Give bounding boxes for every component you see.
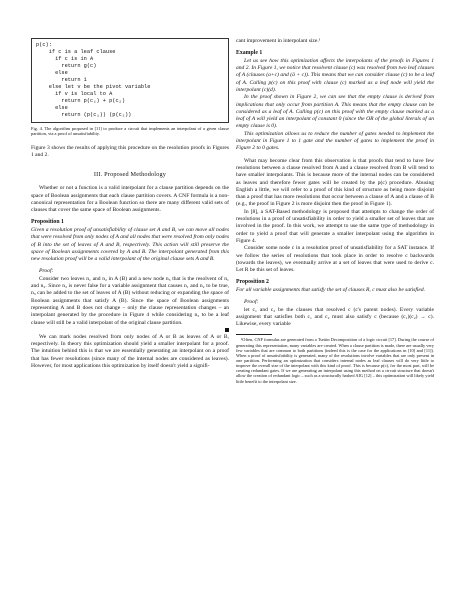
code-line: else: [36, 70, 68, 77]
footnote-rule: [236, 334, 272, 335]
proposition-2-text: For all variable assignments that satisfy the set of clauses R, c must also be satisfied.: [236, 286, 426, 293]
left-column: [31, 38, 229, 370]
proposition-1-text: Given a resolution proof of unsatisfiability of clause set A and B, we can move all nodes that were resolved from only nodes of A and all nodes that were resolved from only nodes of B into the set of leaves of A and B, respectively. This action will still preserve the space of Boolean assignments covered by A and B. The interpolant generated from this new resolution proof will be a valid interpolant of the original clause sets A and B.: [31, 226, 229, 263]
paragraph-continued: cant improvement in interpolant size.¹: [236, 38, 321, 44]
paragraph-mark-leaves: We can mark nodes resolved from only nodes of A or B as leaves of A or B, respectively. In theory this optimization should yield a smaller interpolant for a proof. The intuition behind this is that we are essentially generating an interpolant on a proof that has fewer resolutions (since many of the internal nodes are considered as leaves). However, for most applications this optimization by itself doesn't yield a signifi-: [31, 333, 229, 370]
example-1-text: Let us see how this optimization affects the interpolants of the proofs in Figures 1 and 2. In Figure 1, we notice that resolvent clause (c) was resolved from two leaf clauses of A (clauses (a+c) and (ā + c)). This means that we can consider clause (c) to be a leaf of A. Calling p(c) on this proof with clause (c) marked as a leaf node will yield the interpolant (c)(d).: [236, 57, 434, 93]
code-line: return 1: [36, 77, 87, 84]
algorithm-box: [31, 38, 229, 123]
footnote-1: ¹Often, CNF formulas are generated from a Tseitin Decomposition of a logic circuit [17]. During the course of generating this representation, many variables are created. When a clause partition is made, there are usually very few variables that are common to both partitions (indeed this is the case for the applications in [10] and [11]). When a proof of unsatisfiability is generated, many of the resolutions involve variables that are only present in one partition. Performing an optimization that considers internal nodes as leaf clauses will do very little to improve the overall size of the interpolant with this kind of proof. This is because p(c), for the most part, will be creating redundant gates. If we are generating an interpolant using this method on a circuit structure that doesn't allow the creation of redundant logic – such as a structurally hashed AIG [12] – this optimization will likely yield little benefit to the interpolant size.: [236, 337, 434, 384]
proposition-1-heading: Proposition 1: [31, 219, 64, 226]
proof-1-text: Consider two leaves n₁ and n₂ in A (B) and a new node n₃ that is the resolvent of n₁ and n₂. Since n₃ is never false for a variable assignment that causes n₁ and n₂ to be true, n₃ can be added to the set of leaves of A (B) without reducing or expanding the space of Boolean assignments that satisfy A (B). Since the space of Boolean assignments representing A and B does not change – only the clause representation changes – an interpolant generated by the procedure in Figure 4 while considering n₃ to be a leaf clause will still be a valid interpolant of the original clause partition.: [31, 275, 229, 326]
code-line: if v is local to A: [36, 91, 113, 98]
paragraph-disjoint-proofs: What may become clear from this observation is that proofs that tend to have few resolutions between a clause resolved from A and a clause resolved from B will tend to have smaller interpolants. This is because more of the internal nodes can be considered as leaves and therefore fewer gates will be created by the p(c) procedure. Abusing English a little, we will refer to a proof of this kind of structure as being more disjoint than a proof that has more resolutions that occur between a clause of A and a clause of B (e.g., the proof in Figure 2 is more disjoint then the proof in Figure 1).: [236, 157, 434, 208]
code-line: return p(c₁) + p(c₂): [36, 98, 126, 105]
example-1-text-2: In the proof shown in Figure 2, we can see that the empty clause is derived from implications that only occur from partition A. This means that the empty clause can be considered as a leaf of A. Calling p(c) on this proof with the empty clause marked as a leaf of A will yield an interpolant of constant 0 (since the OR of the global literals of an empty clause is 0).: [236, 94, 434, 130]
section-heading: III. Proposed Methodology: [93, 171, 167, 179]
paragraph-interpolant-validity: Whether or not a function is a valid interpolant for a clause partition depends on the space of Boolean assignments that each clause partition covers. A CNF formula is a non-canonical representation for a Boolean function so there are many different valid sets of clauses that cover the same space of Boolean assignments.: [31, 185, 229, 214]
code-line: return (p(c₁)) (p(c₂)): [36, 112, 132, 119]
figure-caption: Fig. 4. The algorithm proposed in [11] to produce a circuit that implements an interpolant of a given clause partition, via a proof of unsatisfiability.: [31, 125, 229, 137]
code-line: else let v be the pivot variable: [36, 84, 151, 91]
code-line: if c is a leaf clause: [36, 49, 116, 56]
code-line: return g(c): [36, 63, 97, 70]
code-line: else: [36, 105, 68, 112]
code-line: p(c):: [36, 42, 52, 48]
proof-2-text: let c₁ and c₂ be the clauses that resolved c (c's parent nodes). Every variable assignment that satisfies both c₁ and c₂ must also satisfy c (because (c₁)(c₂) → c). Likewise, every variable: [236, 306, 434, 328]
paragraph-sat-methodology: In [8], a SAT-Based methodology is proposed that attempts to change the order of resolutions in a proof of unsatisfiability in order to yield a smaller set of leaves that are involved in the proof. In this work, we attempt to use the same type of methodology in order to yield a proof that will generate a smaller interpolant using the algorithm in Figure 4.: [236, 208, 434, 244]
proposition-2-heading: Proposition 2: [236, 279, 269, 286]
proof-1-heading: Proof:: [39, 268, 54, 275]
right-column: [236, 38, 434, 384]
paragraph-consider-node: Consider some node c in a resolution proof of unsatisfiability for a SAT instance. If we follow the series of resolutions that took place in order to resolve c backwards (towards the leaves), we eventually arrive at a set of leaves that were used to derive c. Let R be this set of leaves.: [236, 245, 434, 274]
example-1-text-3: This optimization allows us to reduce the number of gates needed to implement the interpolant in Figure 1 to 1 gate and the number of gates to implement the proof in Figure 2 to 0 gates.: [236, 130, 434, 152]
qed-mark: [225, 328, 229, 332]
proof-2-heading: Proof:: [244, 299, 259, 306]
example-1-heading: Example 1: [236, 50, 263, 57]
code-line: if c is in A: [36, 56, 94, 63]
paragraph-figure3: Figure 3 shows the results of applying this procedure on the resolution proofs in Figures 1 and 2.: [31, 144, 229, 158]
